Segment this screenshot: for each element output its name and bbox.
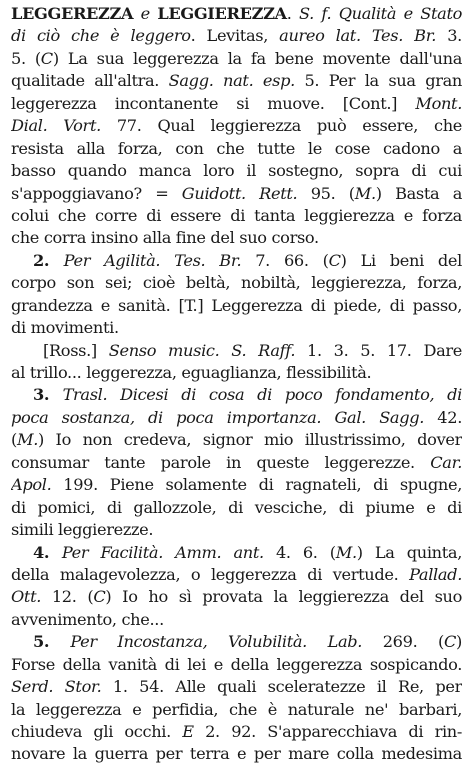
entry-text-segment: LEGGIEREZZA [157, 4, 287, 23]
entry-text-segment: aureo lat. Tes. Br. [279, 26, 437, 46]
entry-text-segment: LEGGEREZZA [11, 4, 134, 23]
entry-text-segment: C [40, 48, 53, 68]
entry-line [11, 70, 462, 92]
entry-line [11, 474, 462, 496]
entry-text-segment: Trasl. Dicesi di cosa di poco fondamento, di [62, 385, 462, 405]
entry-text-segment: 5. [33, 632, 71, 652]
entry-text-segment: 3. [33, 385, 63, 405]
dictionary-entry-leggerezza [11, 3, 462, 766]
entry-line [11, 295, 462, 317]
entry-text-segment: s'appoggiavano? = [11, 183, 182, 203]
entry-text-segment: di ciò che è leggero [11, 26, 191, 46]
entry-text-segment: Serd. Stor. [11, 677, 102, 697]
entry-text-segment: Mont. [415, 93, 462, 113]
entry-line [11, 676, 462, 698]
entry-text-segment: novare la guerra per terra e per mare colla medesima [11, 744, 462, 764]
entry-text-segment: C [93, 587, 106, 607]
entry-line [11, 519, 462, 541]
entry-line [11, 743, 462, 765]
entry-text-segment: Per Facilità. Amm. ant. [61, 542, 264, 562]
entry-text-segment: 269. ( [362, 632, 444, 652]
entry-text-segment: ) Basta a [375, 183, 462, 203]
entry-text-segment: chiudeva gli occhi. [11, 722, 183, 741]
entry-text-segment: 12. ( [41, 587, 94, 607]
entry-line [11, 362, 462, 384]
entry-text-segment: 5. ( [11, 48, 41, 68]
entry-text-segment: di movimenti. [11, 318, 119, 338]
entry-line [11, 609, 462, 631]
entry-text-segment: grandezza e sanità. [T.] Leggerezza di piede, di passo, [11, 295, 462, 315]
entry-text-segment: di pomici, di gallozzole, di vesciche, di piume e di [11, 497, 462, 517]
entry-text-segment: Pallad. [409, 564, 462, 584]
entry-line [11, 542, 462, 564]
entry-line [11, 3, 462, 25]
entry-text-segment: 2. [33, 250, 64, 270]
entry-text-segment: 2. 92. S'apparecchiava di rin- [193, 722, 462, 741]
entry-text-segment: ) Io ho sì provata la leggierezza del suo [105, 587, 462, 607]
entry-line [11, 699, 462, 721]
entry-text-segment: Sagg. nat. esp. [168, 71, 295, 91]
entry-line [11, 631, 462, 653]
entry-text-segment: 4. 6. ( [263, 542, 336, 562]
entry-line [11, 160, 462, 182]
entry-text-segment: ) Li beni del [340, 250, 462, 270]
entry-text-segment: E [182, 722, 194, 741]
entry-text-segment: colui che corre di essere di tanta leggierezza e forza [11, 205, 462, 225]
entry-text-segment: la leggerezza e perfidia, che è naturale ne' barbari, [11, 699, 462, 719]
entry-line [11, 138, 462, 160]
entry-text-segment: Car. [430, 452, 462, 472]
entry-text-segment: M. [335, 542, 357, 562]
entry-text-segment: 4. [33, 542, 62, 562]
entry-line [11, 407, 462, 429]
entry-text-segment: avvenimento, che... [11, 609, 164, 629]
entry-text-segment: consumar tante parole in queste leggerezze. [11, 452, 431, 472]
entry-line [11, 183, 462, 205]
entry-text-segment: 95. ( [297, 183, 355, 203]
entry-text-segment: Apol. [11, 475, 52, 495]
entry-text-segment: . [286, 4, 299, 23]
entry-text-segment: poca sostanza, di poca importanza. Gal. Sagg. [11, 407, 425, 427]
entry-text-segment: 42. [424, 407, 462, 427]
entry-line [11, 429, 462, 451]
entry-text-segment: Guidott. Rett. [181, 183, 298, 203]
entry-line [11, 721, 462, 743]
entry-text-segment: Ott. [11, 587, 42, 607]
entry-text-segment: e [133, 4, 158, 23]
entry-line [11, 250, 462, 272]
entry-text-segment: C [443, 632, 457, 652]
entry-line [11, 452, 462, 474]
entry-text-segment: ) [456, 632, 462, 652]
entry-text-segment: basso quando manca loro il sostegno, sopra di cui [11, 161, 462, 181]
entry-text-segment: al trillo... leggerezza, eguaglianza, flessibilità. [11, 363, 372, 382]
entry-text-segment: 7. 66. ( [241, 250, 329, 270]
entry-text-segment: ) La sua leggerezza la fa bene movente dall'una [52, 48, 462, 68]
entry-text-segment: M. [354, 183, 376, 203]
entry-line [11, 497, 462, 519]
entry-text-segment: simili leggierezze. [11, 520, 154, 540]
entry-text-segment: Dial. Vort. [11, 116, 101, 136]
entry-text-segment: Forse della vanità di lei e della leggerezza sospicando. [11, 654, 462, 674]
entry-text-segment: ( [11, 430, 17, 450]
entry-text-segment: S. f. Qualità e Stato [299, 4, 462, 23]
entry-text-segment: resista alla forza, con che tutte le cose cadono a [11, 138, 462, 158]
entry-text-segment: 77. Qual leggierezza può essere, che [100, 116, 462, 136]
entry-line [11, 654, 462, 676]
entry-line [11, 340, 462, 362]
entry-text-segment: 1. 3. 5. 17. Dare [295, 340, 462, 360]
entry-text-segment: [Ross.] [43, 340, 109, 360]
entry-text-segment: Senso music. S. Raff. [108, 340, 296, 360]
entry-line [11, 272, 462, 294]
entry-text-segment: Per Agilità. Tes. Br. [63, 250, 242, 270]
entry-text-segment: della malagevolezza, o leggerezza di vertude. [11, 564, 410, 584]
entry-text-segment: ) Io non credeva, signor mio illustrissimo, dover [38, 430, 462, 450]
entry-line [11, 384, 462, 406]
entry-line [11, 115, 462, 137]
entry-text-segment: leggerezza incontanente si muove. [Cont.] [11, 93, 416, 113]
entry-text-segment: corpo son sei; cioè beltà, nobiltà, leggierezza, forza, [11, 273, 462, 293]
entry-text-segment: ) La quinta, [356, 542, 462, 562]
entry-text-segment: 1. 54. Alle quali sceleratezze il Re, per [101, 677, 462, 697]
entry-line [11, 48, 462, 70]
entry-line [11, 25, 462, 47]
entry-text-segment: . Levitas, [190, 26, 280, 46]
entry-line [11, 317, 462, 339]
entry-text-segment: 3. [436, 26, 462, 46]
entry-text-segment: M. [16, 430, 38, 450]
entry-text-segment: 5. Per la sua gran [294, 71, 462, 91]
entry-text-segment: C [328, 250, 341, 270]
entry-text-segment: che corra insino alla fine del suo corso. [11, 228, 319, 248]
entry-text-segment: 199. Piene solamente di ragnateli, di spugne, [51, 475, 462, 495]
entry-text-segment: Per Incostanza, Volubilità. Lab. [70, 632, 363, 652]
entry-line [11, 586, 462, 608]
entry-line [11, 227, 462, 249]
entry-line [11, 93, 462, 115]
entry-line [11, 564, 462, 586]
entry-text-segment: qualitade all'altra. [11, 71, 169, 91]
entry-line [11, 205, 462, 227]
